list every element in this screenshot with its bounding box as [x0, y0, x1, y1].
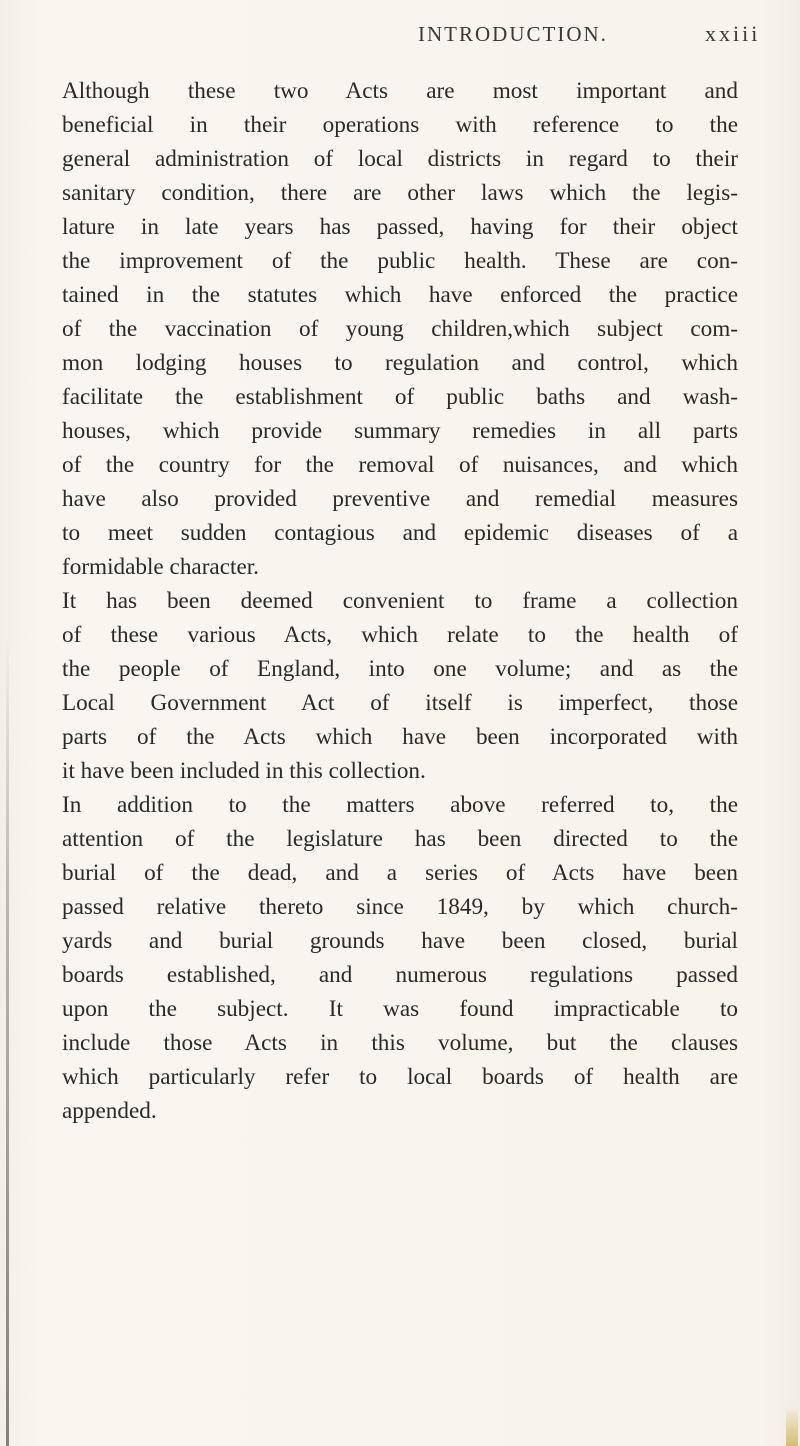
- text-line: beneficial in their operations with reference to the: [62, 112, 738, 138]
- text-line: sanitary condition, there are other laws which the legis-: [62, 180, 738, 206]
- text-line: general administration of local districts in regard to their: [62, 146, 738, 172]
- text-line: lature in late years has passed, having for their object: [62, 214, 738, 240]
- text-line: parts of the Acts which have been incorporated with: [62, 724, 738, 750]
- text-line: Local Government Act of itself is imperfect, those: [62, 690, 738, 716]
- text-line: upon the subject. It was found impracticable to: [62, 996, 738, 1022]
- text-line: burial of the dead, and a series of Acts have been: [62, 860, 738, 886]
- text-line: have also provided preventive and remedial measures: [62, 486, 738, 512]
- running-head-title: INTRODUCTION.: [418, 22, 608, 46]
- text-line: facilitate the establishment of public baths and wash-: [62, 384, 738, 410]
- text-line: of these various Acts, which relate to the health of: [62, 622, 738, 648]
- page-number: xxiii: [705, 21, 761, 46]
- text-line: tained in the statutes which have enforced the practice: [62, 282, 738, 308]
- page-gutter-shadow: [6, 640, 9, 1446]
- text-line: of the country for the removal of nuisances, and which: [62, 452, 738, 478]
- text-line: the people of England, into one volume; and as the: [62, 656, 738, 682]
- text-line: mon lodging houses to regulation and control, which: [62, 350, 738, 376]
- text-line: formidable character.: [62, 554, 259, 580]
- text-line: houses, which provide summary remedies in all parts: [62, 418, 738, 444]
- text-line: yards and burial grounds have been closed, burial: [62, 928, 738, 954]
- text-line: attention of the legislature has been directed to the: [62, 826, 738, 852]
- text-line: boards established, and numerous regulations passed: [62, 962, 738, 988]
- text-line: In addition to the matters above referred to, the: [62, 792, 738, 818]
- page-edge-stain: [786, 1406, 798, 1446]
- text-line: appended.: [62, 1098, 157, 1124]
- text-line: Although these two Acts are most important and: [62, 78, 738, 104]
- text-line: which particularly refer to local boards of health are: [62, 1064, 738, 1090]
- text-line: it have been included in this collection.: [62, 758, 426, 784]
- text-line: passed relative thereto since 1849, by which church-: [62, 894, 738, 920]
- text-line: It has been deemed convenient to frame a collection: [62, 588, 738, 614]
- text-line: to meet sudden contagious and epidemic diseases of a: [62, 520, 738, 546]
- text-line: of the vaccination of young children,which subject com-: [62, 316, 738, 342]
- running-head: [0, 14, 800, 54]
- body-text: [62, 74, 738, 1128]
- text-line: the improvement of the public health. These are con-: [62, 248, 738, 274]
- text-line: include those Acts in this volume, but the clauses: [62, 1030, 738, 1056]
